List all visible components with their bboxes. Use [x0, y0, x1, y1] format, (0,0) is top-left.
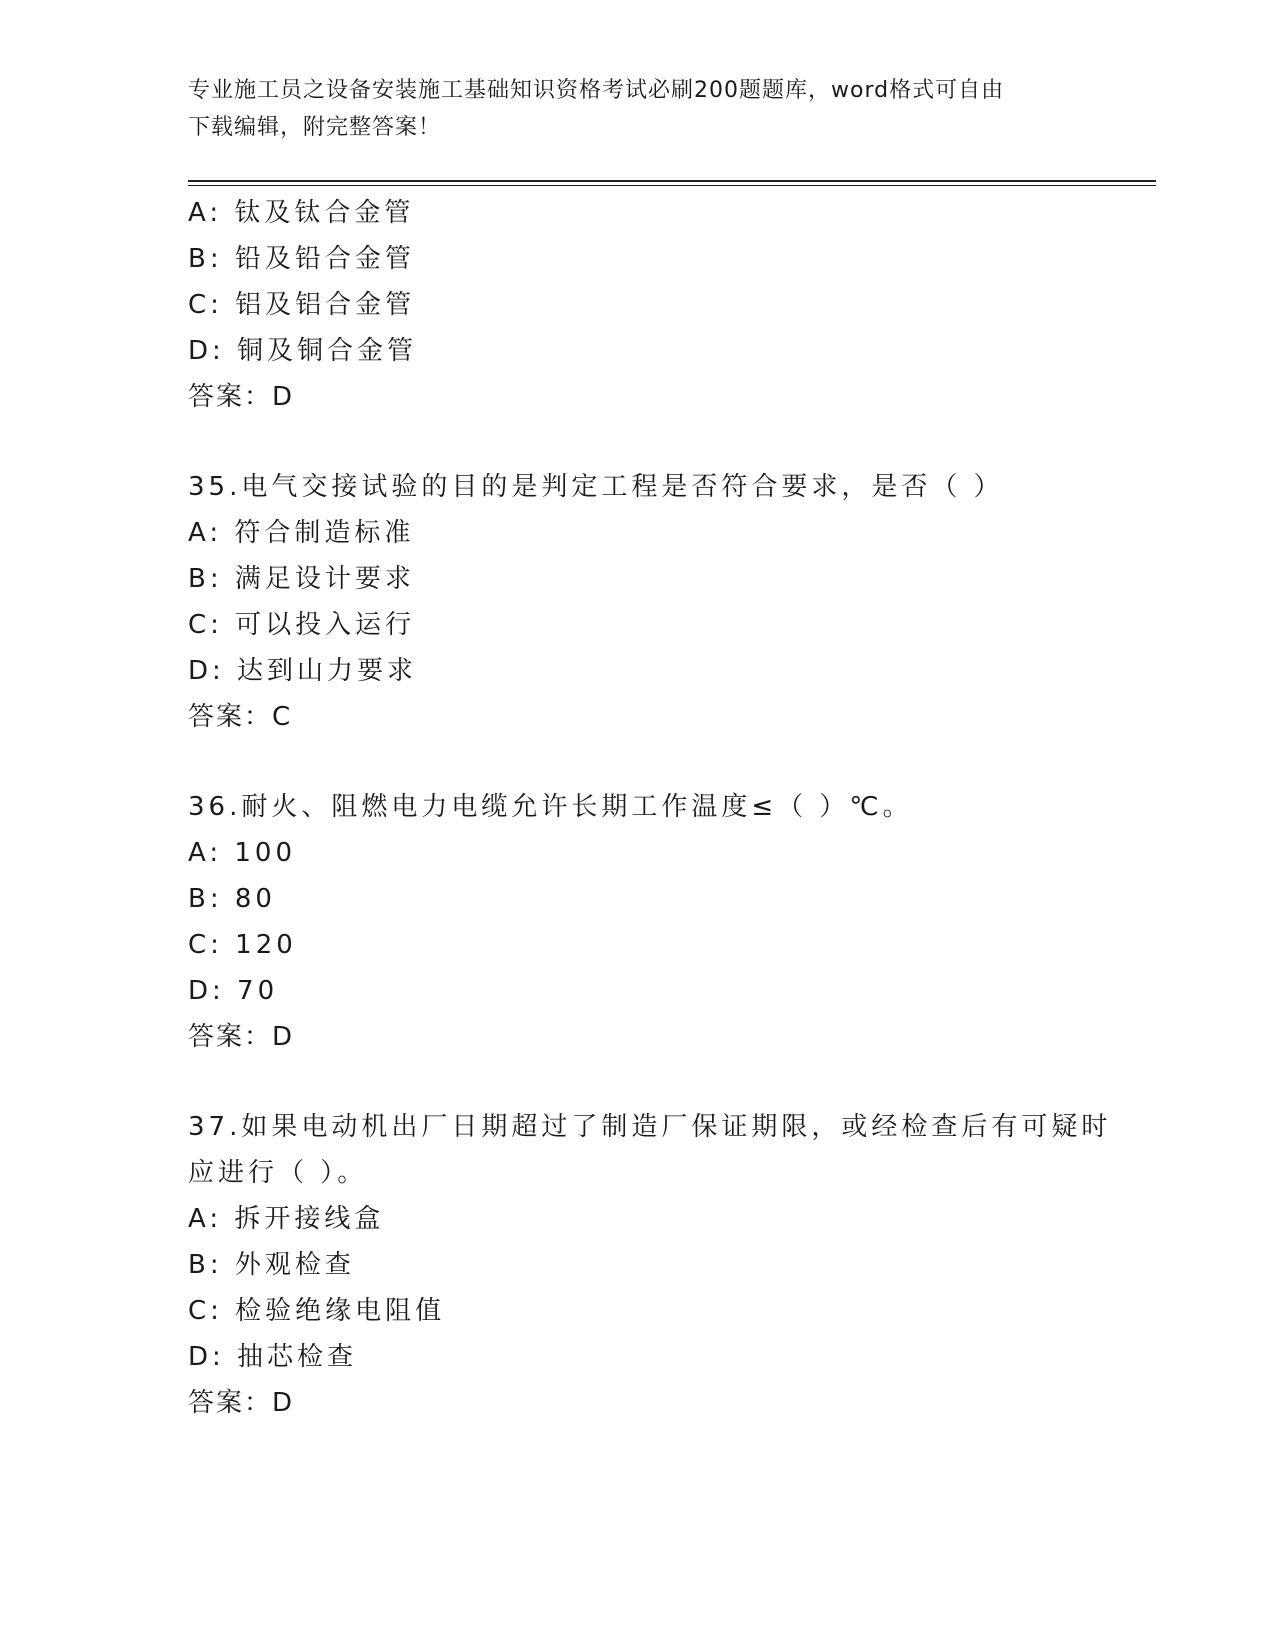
header-divider-thick [188, 180, 1156, 182]
option-a: A: 100 [188, 838, 296, 868]
header-divider-thin [188, 185, 1156, 186]
spacer [188, 1060, 1088, 1104]
header-line-1: 专业施工员之设备安装施工基础知识资格考试必刷200题题库，word格式可自由 [188, 78, 1005, 103]
question-37 [188, 1104, 1112, 1426]
answer-line: 答案：D [188, 1388, 295, 1418]
question-34-continued [188, 190, 1088, 420]
question-35 [188, 464, 1088, 740]
document-header [188, 72, 1078, 146]
option-c: C: 120 [188, 930, 297, 960]
question-stem: 37.如果电动机出厂日期超过了制造厂保证期限，或经检查后有可疑时 [188, 1112, 1112, 1142]
option-d: D: 达到山力要求 [188, 656, 418, 686]
question-stem-continued: 应进行（ ）。 [188, 1158, 368, 1188]
header-line-2: 下载编辑，附完整答案！ [188, 115, 442, 140]
question-stem: 36.耐火、阻燃电力电缆允许长期工作温度≤（ ）℃。 [188, 792, 913, 822]
question-stem: 35.电气交接试验的目的是判定工程是否符合要求，是否（ ） [188, 472, 1004, 502]
spacer [188, 420, 1088, 464]
option-a: A: 符合制造标准 [188, 518, 415, 548]
spacer [188, 740, 1088, 784]
option-a: A: 拆开接线盒 [188, 1204, 385, 1234]
option-c: C: 可以投入运行 [188, 610, 416, 640]
question-36 [188, 784, 1088, 1060]
option-b: B: 外观检查 [188, 1250, 355, 1280]
option-b: B: 80 [188, 884, 276, 914]
option-d: D: 铜及铜合金管 [188, 336, 418, 366]
answer-line: 答案：D [188, 1022, 295, 1052]
option-b: B: 满足设计要求 [188, 564, 415, 594]
option-a: A: 钛及钛合金管 [188, 198, 415, 228]
question-list [188, 190, 1112, 1426]
answer-line: 答案：C [188, 702, 293, 732]
option-d: D: 70 [188, 976, 279, 1006]
option-d: D: 抽芯检查 [188, 1342, 358, 1372]
answer-line: 答案：D [188, 382, 295, 412]
option-c: C: 检验绝缘电阻值 [188, 1296, 446, 1326]
option-b: B: 铅及铅合金管 [188, 244, 415, 274]
option-c: C: 铝及铝合金管 [188, 290, 416, 320]
